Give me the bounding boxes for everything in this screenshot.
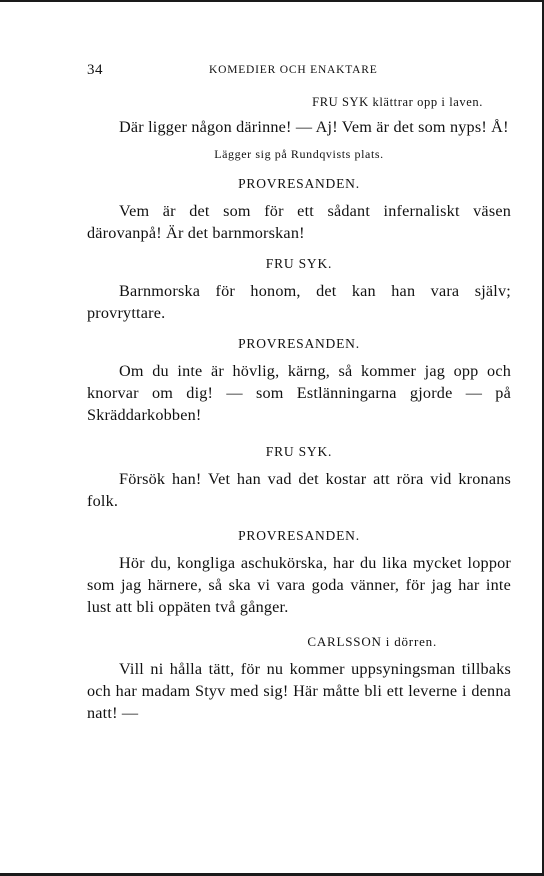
stage-direction: Lägger sig på Rundqvists plats. bbox=[214, 147, 384, 161]
speaker-name: PROVRESANDEN. bbox=[238, 176, 360, 191]
page-number: 34 bbox=[87, 62, 103, 78]
page-edge-top bbox=[0, 0, 544, 2]
page-body bbox=[87, 92, 511, 724]
speech-paragraph: Om du inte är hövlig, kärng, så kommer jag opp och knorvar om dig! — som Estlänningarna gjorde — på Skräddarkobben! bbox=[87, 362, 511, 424]
speaker-name: FRU SYK. bbox=[265, 256, 333, 271]
speaker-name: PROVRESANDEN. bbox=[238, 528, 360, 543]
running-head: KOMEDIER OCH ENAKTARE bbox=[209, 64, 378, 76]
speech-paragraph: Vill ni hålla tätt, för nu kommer uppsyningsman tillbaks och har madam Styv med sig! Här måtte bli ett leverne i denna natt! — bbox=[87, 660, 511, 722]
speech-paragraph: Hör du, kongliga aschukörska, har du lika mycket loppor som jag härnere, så ska vi vara goda vänner, för jag har inte lust att bli oppäten två gånger. bbox=[87, 554, 511, 616]
stage-direction: FRU SYK klättrar opp i laven. bbox=[312, 95, 483, 109]
speaker-name: PROVRESANDEN. bbox=[238, 336, 360, 351]
speech-paragraph: Där ligger någon därinne! — Aj! Vem är det som nyps! Å! bbox=[119, 118, 509, 136]
speech-paragraph: Vem är det som för ett sådant infernaliskt väsen därovanpå! Är det barnmorskan! bbox=[87, 202, 511, 242]
speech-paragraph: Försök han! Vet han vad det kostar att röra vid kronans folk. bbox=[87, 470, 511, 510]
speaker-name: CARLSSON i dörren. bbox=[307, 634, 437, 649]
speaker-name: FRU SYK. bbox=[265, 444, 333, 459]
speech-paragraph: Barnmorska för honom, det kan han vara själv; provryttare. bbox=[87, 282, 511, 322]
